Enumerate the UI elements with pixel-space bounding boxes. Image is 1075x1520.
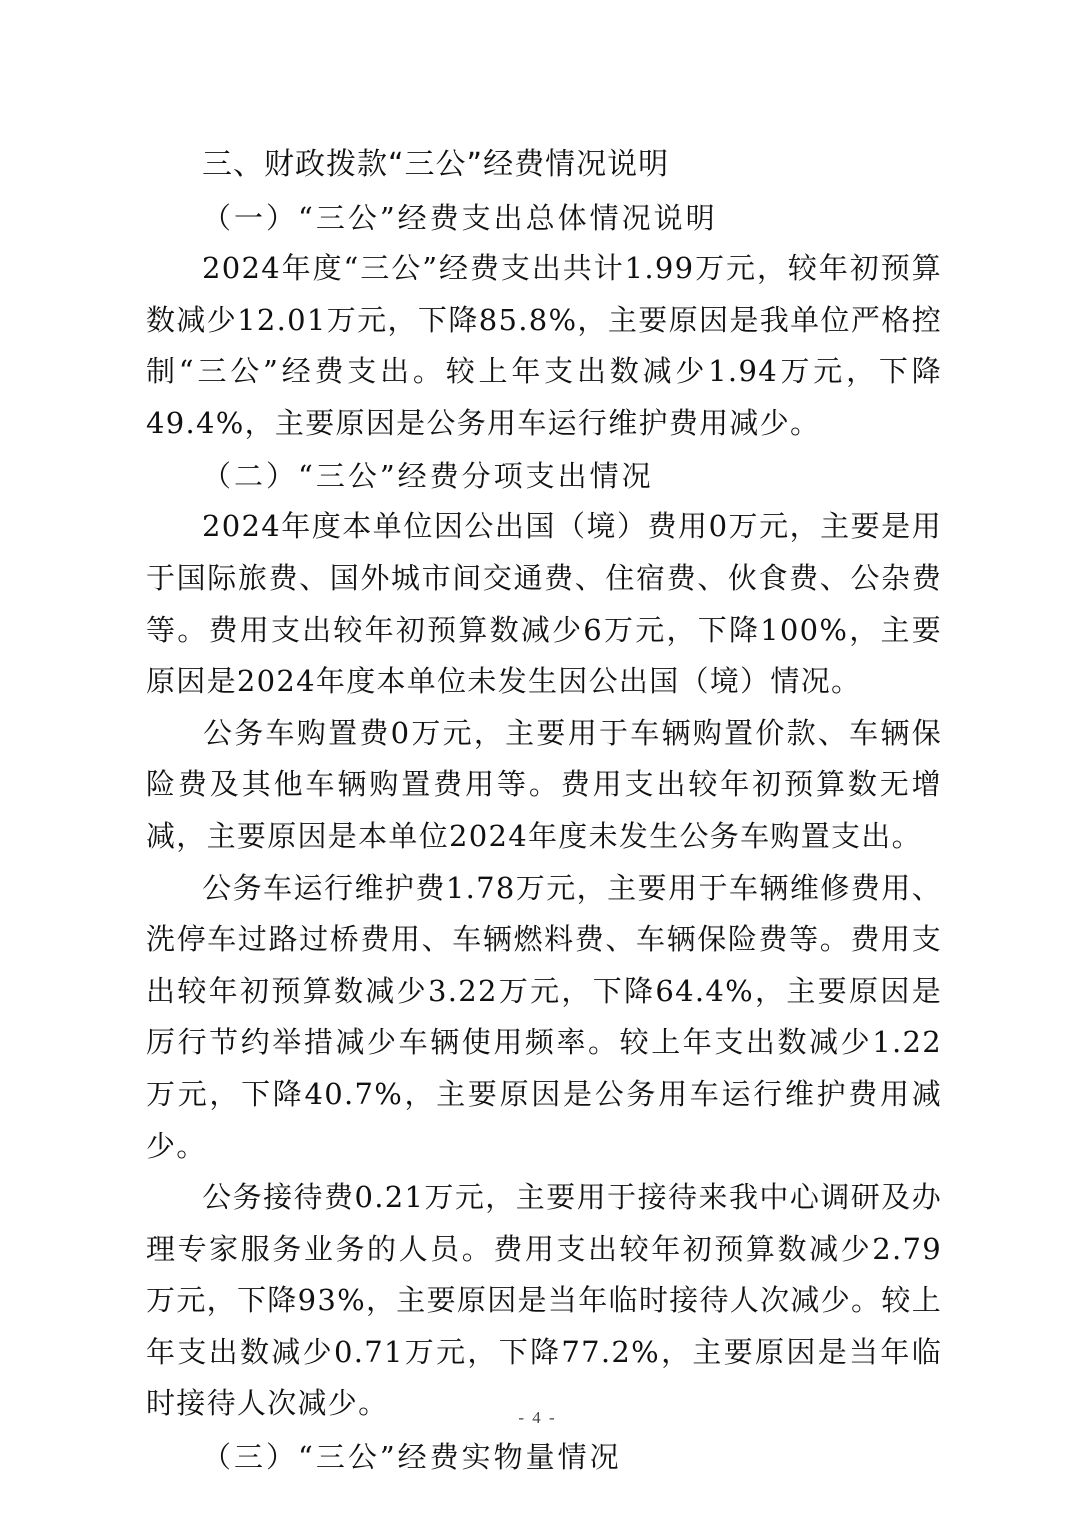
paragraph-overseas-travel xyxy=(146,501,942,707)
subsection-heading-physical-quantity: （三）“三公”经费实物量情况 xyxy=(202,1440,622,1475)
paragraph-overall-summary xyxy=(146,243,942,449)
document-body xyxy=(146,140,942,1482)
paragraph-text: 2024年度本单位因公出国（境）费用0万元，主要是用于国际旅费、国外城市间交通费、住宿费、伙食费、公杂费等。费用支出较年初预算数减少6万元，下降100%，主要原因是2024年度本单位未发生因公出国（境）情况。 xyxy=(146,509,942,699)
subsection-heading-overall: （一）“三公”经费支出总体情况说明 xyxy=(202,201,718,235)
paragraph-text: 公务车运行维护费1.78万元，主要用于车辆维修费用、洗停车过路过桥费用、车辆燃料费、车辆保险费等。费用支出较年初预算数减少3.22万元，下降64.4%，主要原因是厉行节约举措减少车辆使用频率。较上年支出数减少1.22万元，下降40.7%，主要原因是公务用车运行维护费用减少。 xyxy=(146,870,942,1163)
section-heading-main: 三、财政拨款“三公”经费情况说明 xyxy=(202,147,670,182)
paragraph-vehicle-maintenance xyxy=(146,863,942,1173)
page-number: - 4 - xyxy=(518,1408,557,1427)
paragraph-vehicle-purchase xyxy=(146,708,942,863)
paragraph-text: 公务车购置费0万元，主要用于车辆购置价款、车辆保险费及其他车辆购置费用等。费用支出较年初预算数无增减，主要原因是本单位2024年度未发生公务车购置支出。 xyxy=(146,715,942,853)
paragraph-official-reception xyxy=(146,1172,942,1430)
paragraph-text: 2024年度“三公”经费支出共计1.99万元，较年初预算数减少12.01万元，下降85.8%，主要原因是我单位严格控制“三公”经费支出。较上年支出数减少1.94万元，下降49.4%，主要原因是公务用车运行维护费用减少。 xyxy=(146,251,942,440)
paragraph-text: 公务接待费0.21万元，主要用于接待来我中心调研及办理专家服务业务的人员。费用支出较年初预算数减少2.79万元，下降93%，主要原因是当年临时接待人次减少。较上年支出数减少0.71万元，下降77.2%，主要原因是当年临时接待人次减少。 xyxy=(146,1180,942,1421)
subsection-heading-itemized: （二）“三公”经费分项支出情况 xyxy=(202,459,654,494)
